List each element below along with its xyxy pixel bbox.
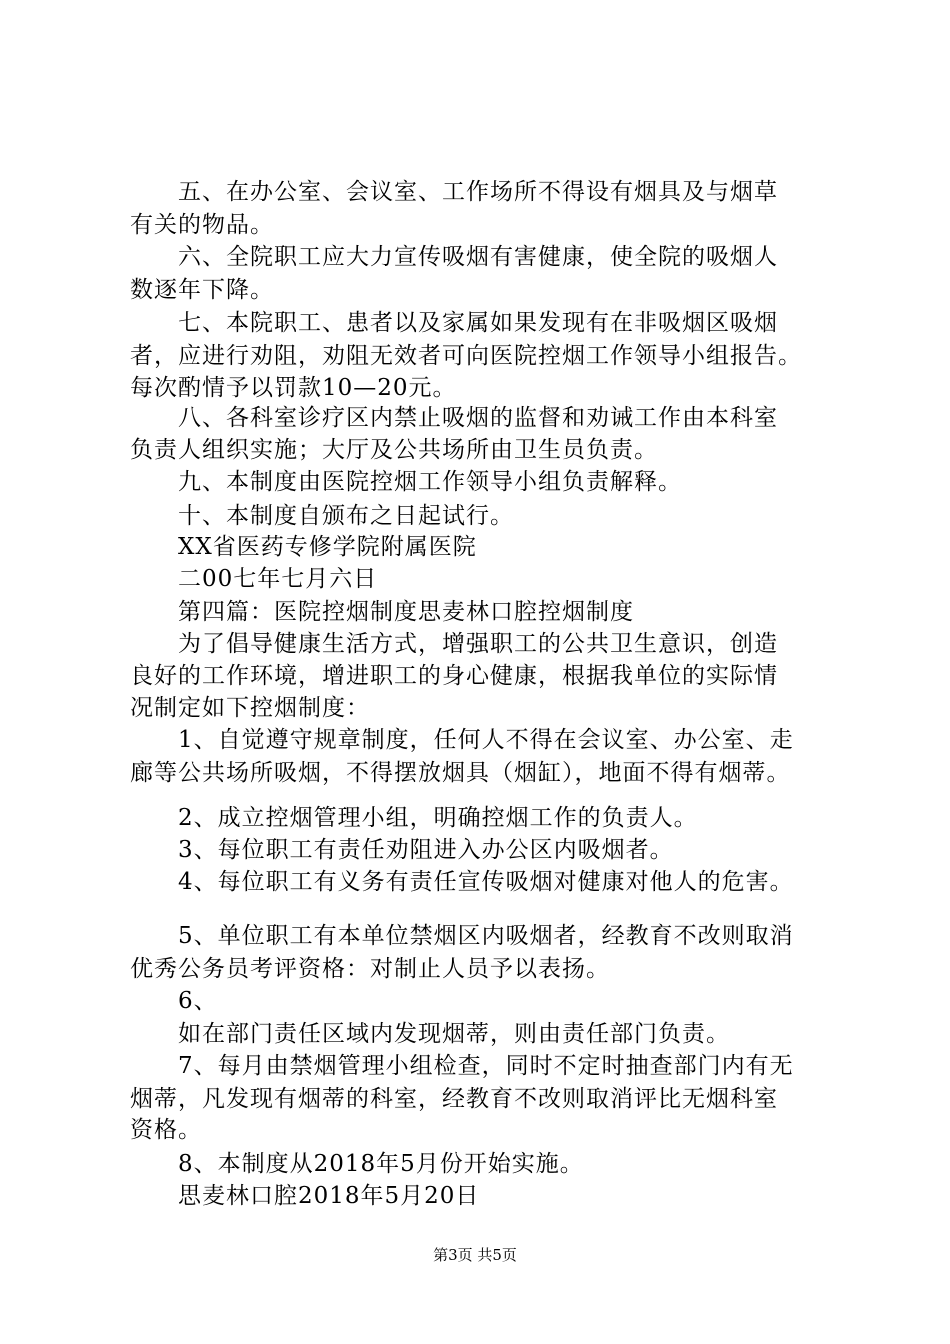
text-line: 八、各科室诊疗区内禁止吸烟的监督和劝诫工作由本科室: [130, 405, 778, 431]
text-line: XX省医药专修学院附属医院: [130, 534, 477, 560]
text-line: 十、本制度自颁布之日起试行。: [130, 503, 514, 529]
text-line: 7、每月由禁烟管理小组检查，同时不定时抽查部门内有无: [130, 1053, 794, 1079]
text-line: 3、每位职工有责任劝阻进入办公区内吸烟者。: [130, 837, 674, 863]
text-line: 六、全院职工应大力宣传吸烟有害健康，使全院的吸烟人: [130, 244, 778, 270]
text-line: 者，应进行劝阻，劝阻无效者可向医院控烟工作领导小组报告。: [130, 343, 802, 369]
text-line: 如在部门责任区域内发现烟蒂，则由责任部门负责。: [130, 1021, 730, 1047]
text-line: 为了倡导健康生活方式，增强职工的公共卫生意识，创造: [130, 631, 778, 657]
text-line: 烟蒂，凡发现有烟蒂的科室，经教育不改则取消评比无烟科室: [130, 1086, 778, 1112]
text-line: 良好的工作环境，增进职工的身心健康，根据我单位的实际情: [130, 663, 778, 689]
text-line: 2、成立控烟管理小组，明确控烟工作的负责人。: [130, 805, 698, 831]
text-line: 5、单位职工有本单位禁烟区内吸烟者，经教育不改则取消: [130, 923, 794, 949]
text-line: 1、自觉遵守规章制度，任何人不得在会议室、办公室、走: [130, 727, 794, 753]
text-line: 负责人组织实施；大厅及公共场所由卫生员负责。: [130, 437, 658, 463]
text-line: 资格。: [130, 1117, 202, 1143]
text-line: 数逐年下降。: [130, 277, 274, 303]
text-line: 6、: [130, 988, 218, 1014]
text-line: 况制定如下控烟制度：: [130, 695, 370, 721]
text-line: 九、本制度由医院控烟工作领导小组负责解释。: [130, 469, 682, 495]
page-footer: 第3页 共5页: [433, 1246, 517, 1264]
text-line: 七、本院职工、患者以及家属如果发现有在非吸烟区吸烟: [130, 310, 778, 336]
text-line: 优秀公务员考评资格：对制止人员予以表扬。: [130, 956, 610, 982]
text-line: 二00七年七月六日: [130, 566, 378, 592]
text-line: 五、在办公室、会议室、工作场所不得设有烟具及与烟草: [130, 179, 778, 205]
text-line: 8、本制度从2018年5月份开始实施。: [130, 1151, 584, 1177]
text-line: 第四篇：医院控烟制度思麦林口腔控烟制度: [130, 599, 634, 625]
text-line: 思麦林口腔2018年5月20日: [130, 1183, 480, 1209]
text-line: 廊等公共场所吸烟，不得摆放烟具（烟缸），地面不得有烟蒂。: [130, 760, 791, 786]
text-line: 有关的物品。: [130, 212, 274, 238]
text-line: 4、每位职工有义务有责任宣传吸烟对健康对他人的危害。: [130, 869, 794, 895]
text-line: 每次酌情予以罚款10—20元。: [130, 375, 457, 401]
